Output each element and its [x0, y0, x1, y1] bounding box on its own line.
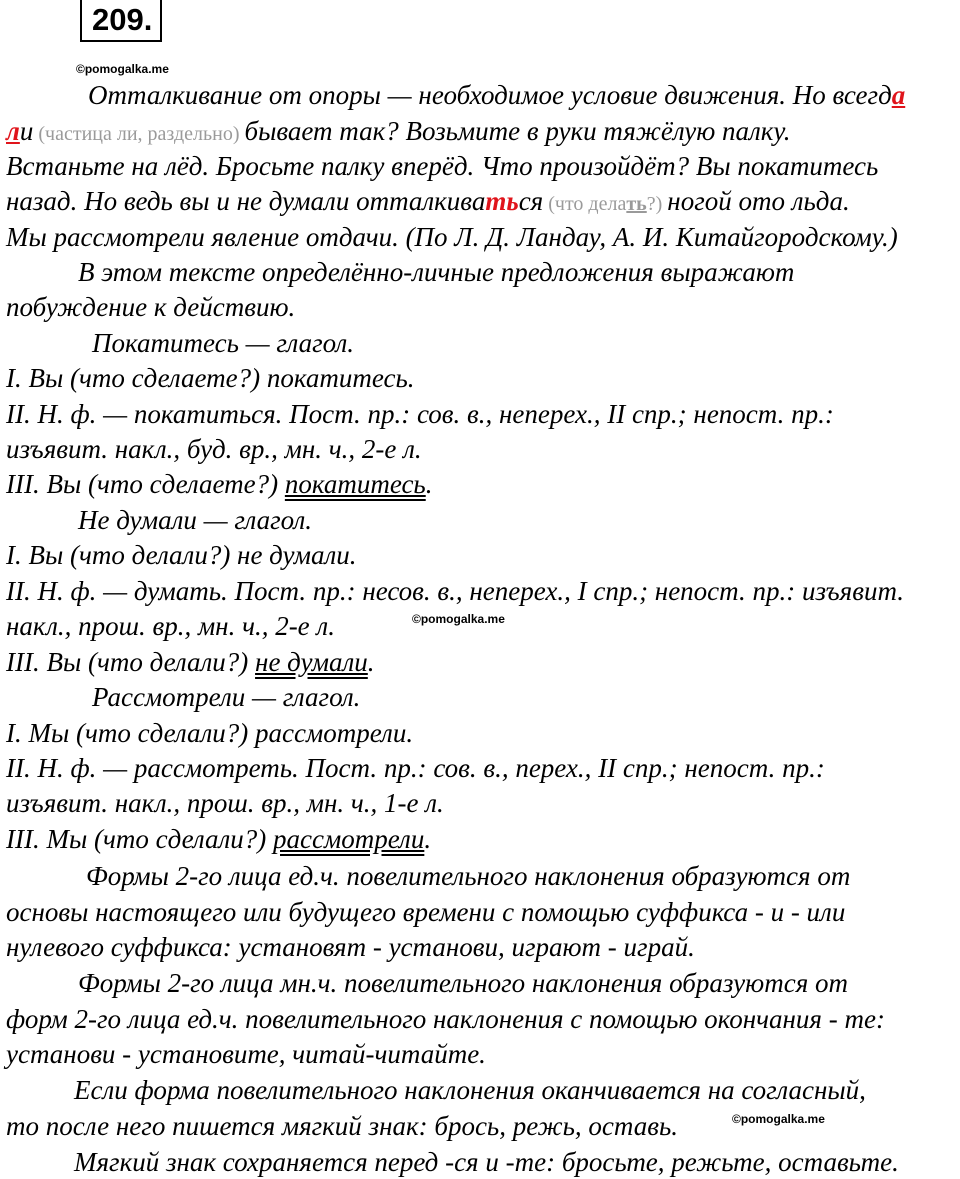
hint-part: ?): [646, 193, 668, 215]
predicate-underlined: не думали: [255, 647, 368, 677]
text-line-2: [6, 114, 790, 151]
text-segment: III. Вы (что сделаете?): [6, 469, 285, 499]
text-line-1: [88, 78, 905, 112]
rule-paragraph-1-line-2: основы настоящего или будущего времени с помощью суффикса - и - или: [6, 897, 846, 927]
text-line-9: I. Вы (что сделаете?) покатитесь.: [6, 363, 415, 393]
text-line-17: [6, 645, 375, 679]
text-line-21: изъявит. накл., прош. вр., мн. ч., 1-е л.: [6, 788, 444, 818]
hint-ending: ть: [626, 193, 647, 215]
text-segment: .: [367, 647, 375, 677]
watermark-top: ©pomogalka.me: [76, 62, 169, 76]
rule-paragraph-2-line-1: Формы 2-го лица мн.ч. повелительного наклонения образуются от: [78, 968, 848, 998]
rule-paragraph-2-line-2: форм 2-го лица ед.ч. повелительного наклонения с помощью окончания - те:: [6, 1004, 885, 1034]
text-line-6: В этом тексте определённо-личные предложения выражают: [78, 257, 795, 287]
text-segment: и: [19, 116, 34, 146]
exercise-number: 209.: [80, 0, 162, 42]
text-line-20: II. Н. ф. — рассмотреть. Пост. пр.: сов. в., перех., II спр.; непост. пр.:: [6, 753, 825, 783]
text-line-16: накл., прош. вр., мн. ч., 2-е л.: [6, 611, 335, 641]
text-line-22: [6, 822, 431, 856]
watermark-bottom: ©pomogalka.me: [732, 1112, 825, 1126]
predicate-underlined: рассмотрели: [273, 824, 425, 854]
highlighted-letter: л: [6, 116, 20, 146]
highlighted-ending: ть: [485, 186, 519, 216]
text-segment: III. Мы (что сделали?): [6, 824, 274, 854]
verb-heading-2: Не думали — глагол.: [78, 505, 313, 535]
text-line-14: I. Вы (что делали?) не думали.: [6, 540, 357, 570]
text-line-7: побуждение к действию.: [6, 292, 296, 322]
text-segment: назад. Но ведь вы и не думали отталкива: [6, 186, 486, 216]
hint-note: [543, 193, 667, 215]
text-segment: ногой ото льда.: [667, 186, 850, 216]
text-segment: Отталкивание от опоры — необходимое условие движения. Но всегд: [88, 80, 892, 110]
hint-note: (частица ли, раздельно): [33, 123, 245, 145]
text-line-4: [6, 184, 850, 221]
rule-paragraph-3-line-2: то после него пишется мягкий знак: брось, режь, оставь.: [6, 1111, 678, 1141]
text-segment: ся: [518, 186, 544, 216]
rule-paragraph-1-line-1: Формы 2-го лица ед.ч. повелительного наклонения образуются от: [86, 861, 851, 891]
rule-paragraph-2-line-3: установи - установите, читай-читайте.: [6, 1039, 486, 1069]
text-segment: III. Вы (что делали?): [6, 647, 256, 677]
rule-paragraph-4-line-1: Мягкий знак сохраняется перед -ся и -те: бросьте, режьте, оставьте.: [74, 1147, 899, 1177]
text-line-19: I. Мы (что сделали?) рассмотрели.: [6, 718, 414, 748]
predicate-underlined: покатитесь: [284, 469, 426, 499]
text-line-5: Мы рассмотрели явление отдачи. (По Л. Д. Ландау, А. И. Китайгородскому.): [6, 222, 898, 252]
rule-paragraph-1-line-3: нулевого суффикса: установят - установи, играют - играй.: [6, 932, 695, 962]
text-segment: .: [425, 469, 433, 499]
verb-heading-1: Покатитесь — глагол.: [92, 328, 355, 358]
watermark-middle: ©pomogalka.me: [412, 612, 505, 626]
rule-paragraph-3-line-1: Если форма повелительного наклонения оканчивается на согласный,: [74, 1075, 866, 1105]
text-segment: бывает так? Возьмите в руки тяжёлую палку.: [244, 116, 791, 146]
text-line-12: [6, 467, 432, 501]
highlighted-letter: а: [891, 80, 906, 110]
text-line-3: Встаньте на лёд. Бросьте палку вперёд. Что произойдёт? Вы покатитесь: [6, 151, 879, 181]
text-line-11: изъявит. накл., буд. вр., мн. ч., 2-е л.: [6, 434, 422, 464]
text-line-15: II. Н. ф. — думать. Пост. пр.: несов. в., неперех., I спр.; непост. пр.: изъявит.: [6, 576, 905, 606]
verb-heading-3: Рассмотрели — глагол.: [92, 682, 361, 712]
text-segment: .: [424, 824, 432, 854]
text-line-10: II. Н. ф. — покатиться. Пост. пр.: сов. в., неперех., II спр.; непост. пр.:: [6, 399, 834, 429]
hint-part: (что дела: [543, 193, 627, 215]
